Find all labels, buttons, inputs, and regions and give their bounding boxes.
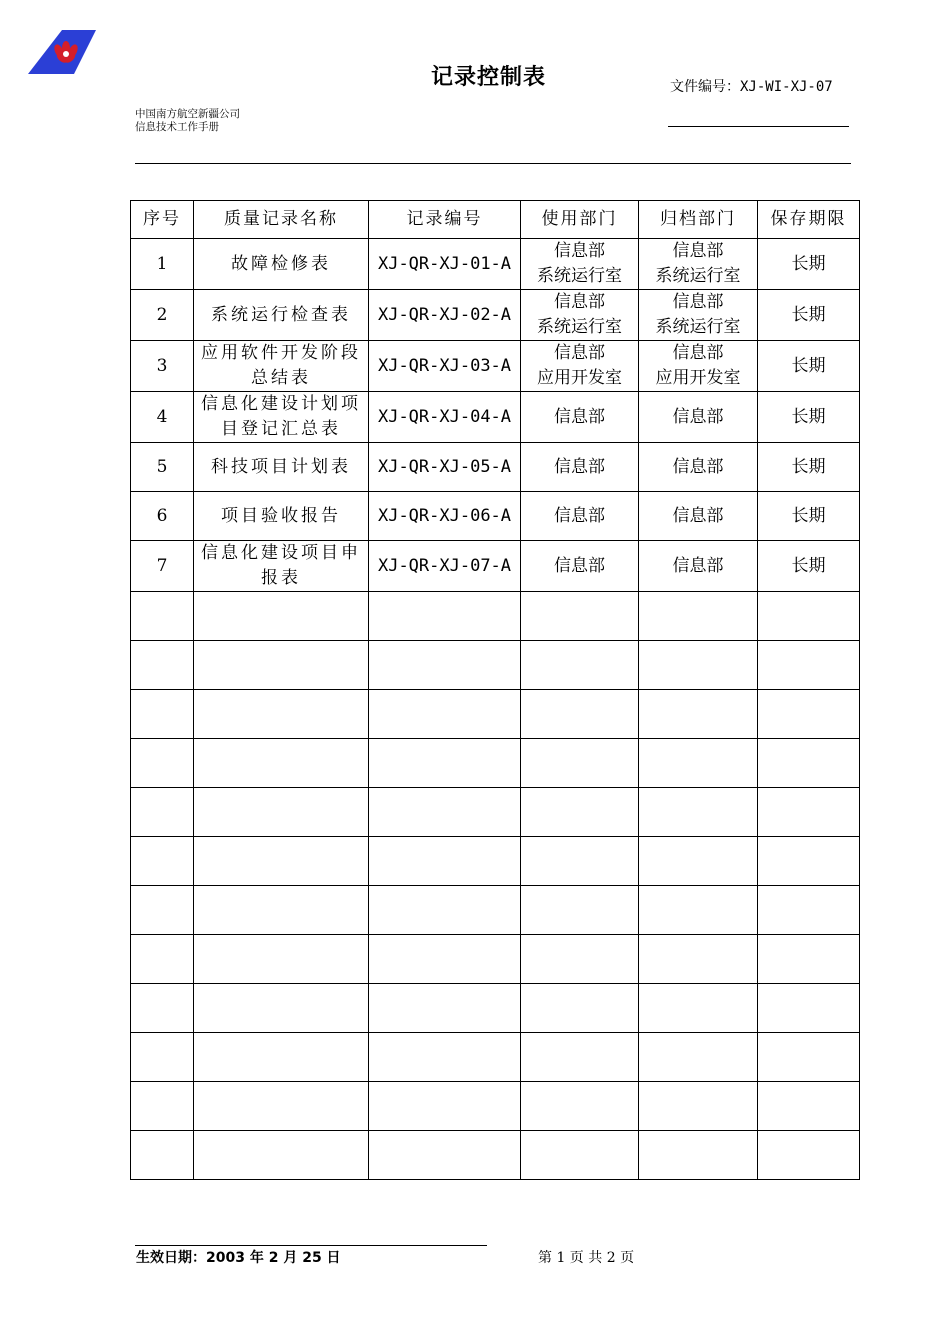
header-retention: 保存期限 [758, 201, 860, 239]
row-no: 1 [131, 239, 194, 290]
row-code: XJ-QR-XJ-07-A [369, 541, 521, 592]
footer-divider [135, 1245, 487, 1246]
row-use-dept [521, 290, 639, 341]
row-retention: 长期 [758, 239, 860, 290]
dept-line: 信息部 [672, 555, 724, 576]
row-use-dept [521, 341, 639, 392]
blank-table-row [131, 739, 860, 788]
blank-table-row [131, 984, 860, 1033]
row-no: 6 [131, 492, 194, 541]
row-archive-dept [639, 443, 758, 492]
blank-table-row [131, 641, 860, 690]
row-retention: 长期 [758, 290, 860, 341]
dept-line: 信息部 [554, 505, 605, 526]
header-code: 记录编号 [369, 201, 521, 239]
blank-table-row [131, 592, 860, 641]
row-name [194, 541, 369, 592]
dept-line: 信息部 [554, 343, 605, 363]
row-archive-dept [639, 392, 758, 443]
header-name: 质量记录名称 [194, 201, 369, 239]
row-name-line: 应用软件开发阶段 [201, 343, 361, 363]
dept-line: 信息部 [672, 343, 724, 363]
table-row [131, 443, 860, 492]
row-use-dept [521, 541, 639, 592]
dept-line: 信息部 [554, 241, 605, 261]
blank-table-row [131, 1131, 860, 1180]
table-row [131, 492, 860, 541]
row-name-line: 科技项目计划表 [211, 456, 351, 477]
dept-line: 应用开发室 [537, 368, 622, 388]
row-code: XJ-QR-XJ-02-A [369, 290, 521, 341]
dept-line: 信息部 [672, 241, 724, 261]
dept-line: 系统运行室 [537, 317, 622, 337]
blank-table-row [131, 1082, 860, 1131]
row-code: XJ-QR-XJ-03-A [369, 341, 521, 392]
effective-date: 生效日期：2003 年 2 月 25 日 [136, 1250, 341, 1266]
dept-line: 信息部 [554, 292, 605, 312]
row-name-line: 项目验收报告 [221, 505, 341, 526]
row-no: 7 [131, 541, 194, 592]
table-row [131, 341, 860, 392]
row-name-line: 总结表 [251, 368, 311, 388]
row-name-line: 系统运行检查表 [211, 304, 351, 325]
dept-line: 信息部 [672, 456, 724, 477]
row-code: XJ-QR-XJ-04-A [369, 392, 521, 443]
blank-table-row [131, 1033, 860, 1082]
row-retention: 长期 [758, 443, 860, 492]
row-use-dept [521, 239, 639, 290]
row-name-line: 报表 [261, 568, 301, 588]
dept-line: 信息部 [554, 456, 605, 477]
dept-line: 应用开发室 [655, 368, 741, 388]
company-name: 中国南方航空新疆公司 [135, 108, 240, 120]
blank-table-row [131, 837, 860, 886]
row-code: XJ-QR-XJ-05-A [369, 443, 521, 492]
dept-line: 系统运行室 [537, 266, 622, 286]
row-name [194, 290, 369, 341]
row-name [194, 239, 369, 290]
row-use-dept [521, 443, 639, 492]
row-archive-dept [639, 290, 758, 341]
row-archive-dept [639, 541, 758, 592]
manual-name: 信息技术工作手册 [135, 121, 219, 133]
document-number: 文件编号：XJ-WI-XJ-07 [670, 79, 833, 95]
header-archive-dept: 归档部门 [639, 201, 758, 239]
row-name-line: 信息化建设项目申 [201, 543, 361, 563]
dept-line: 信息部 [672, 406, 724, 427]
row-use-dept [521, 392, 639, 443]
table-row [131, 392, 860, 443]
row-no: 5 [131, 443, 194, 492]
row-retention: 长期 [758, 392, 860, 443]
company-logo [26, 28, 98, 78]
header-no: 序号 [131, 201, 194, 239]
dept-line: 系统运行室 [655, 317, 741, 337]
row-retention: 长期 [758, 341, 860, 392]
row-use-dept [521, 492, 639, 541]
row-name [194, 341, 369, 392]
row-archive-dept [639, 341, 758, 392]
blank-table-row [131, 886, 860, 935]
page-title: 记录控制表 [431, 65, 547, 90]
row-no: 4 [131, 392, 194, 443]
row-name [194, 492, 369, 541]
row-archive-dept [639, 239, 758, 290]
dept-line: 信息部 [672, 505, 724, 526]
row-name [194, 443, 369, 492]
header-divider [135, 163, 851, 164]
row-name-line: 信息化建设计划项 [201, 394, 361, 414]
blank-table-row [131, 935, 860, 984]
kapok-flower-logo-icon [26, 28, 98, 78]
row-name [194, 392, 369, 443]
page-number: 第 1 页 共 2 页 [538, 1250, 635, 1266]
row-no: 3 [131, 341, 194, 392]
dept-line: 信息部 [554, 555, 605, 576]
dept-line: 信息部 [672, 292, 724, 312]
dept-line: 信息部 [554, 406, 605, 427]
table-row [131, 290, 860, 341]
row-retention: 长期 [758, 541, 860, 592]
row-retention: 长期 [758, 492, 860, 541]
record-control-table [130, 200, 860, 1180]
blank-table-row [131, 690, 860, 739]
table-row [131, 239, 860, 290]
row-no: 2 [131, 290, 194, 341]
row-code: XJ-QR-XJ-01-A [369, 239, 521, 290]
blank-table-row [131, 788, 860, 837]
row-name-line: 故障检修表 [231, 253, 331, 274]
document-number-underline [668, 126, 849, 127]
row-code: XJ-QR-XJ-06-A [369, 492, 521, 541]
dept-line: 系统运行室 [655, 266, 741, 286]
company-info [135, 108, 240, 134]
row-archive-dept [639, 492, 758, 541]
row-name-line: 目登记汇总表 [221, 419, 341, 439]
header-use-dept: 使用部门 [521, 201, 639, 239]
table-row [131, 541, 860, 592]
table-header-row [131, 201, 860, 239]
